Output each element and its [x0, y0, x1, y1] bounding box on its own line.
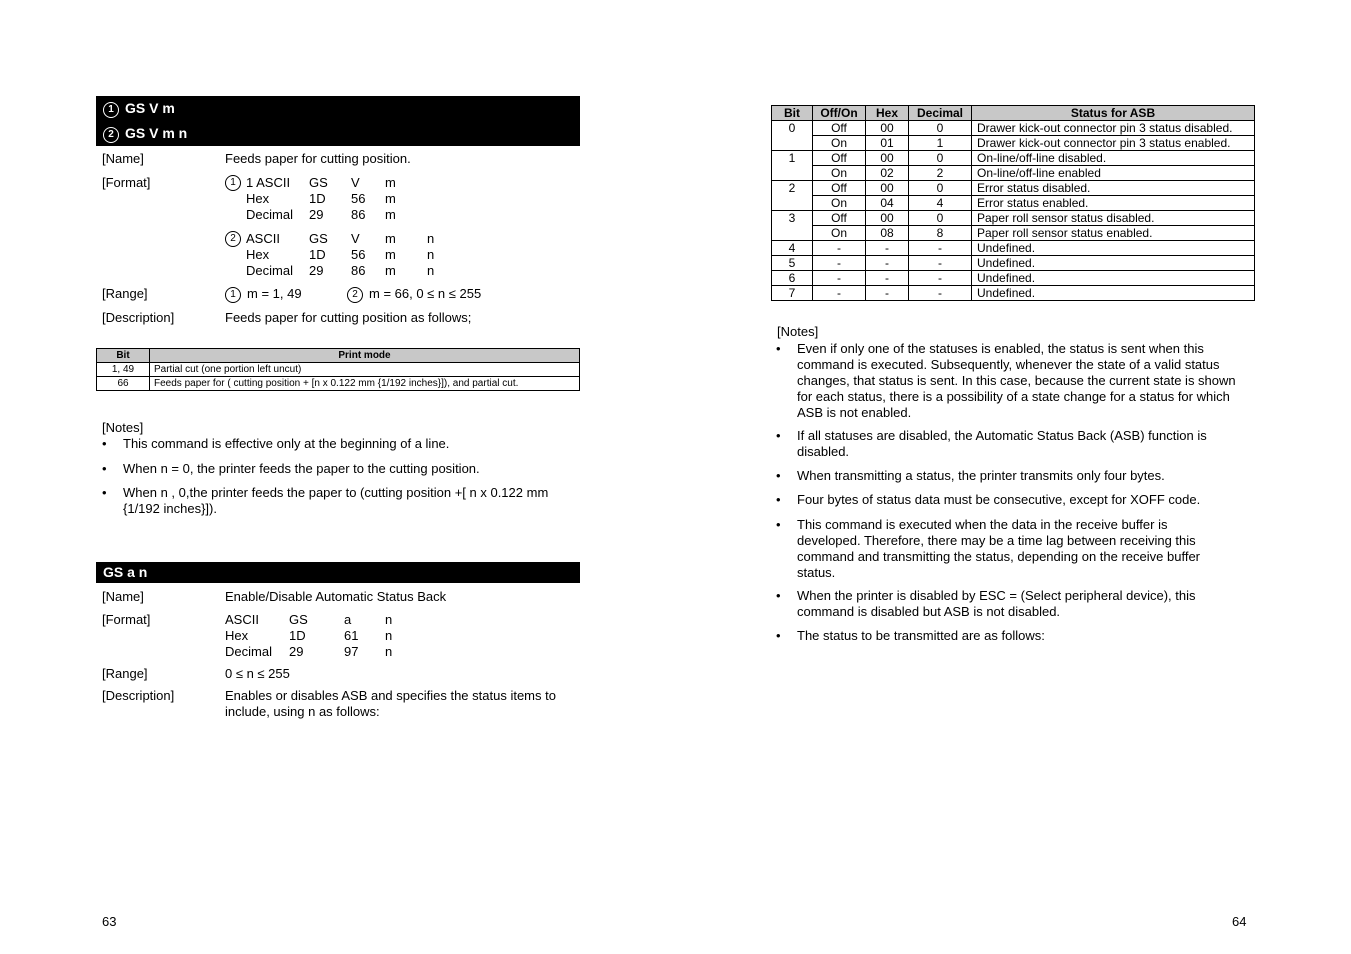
format-cell: m	[385, 175, 396, 190]
page-number-left: 63	[102, 914, 117, 929]
range-2-text: m = 66, 0 ≤ n ≤ 255	[369, 286, 482, 301]
command-header	[96, 96, 580, 146]
table-cell: 0	[909, 181, 972, 196]
page-number-right: 64	[1232, 914, 1247, 929]
table-cell: Paper roll sensor status disabled.	[972, 211, 1255, 226]
table-cell: Partial cut (one portion left uncut)	[150, 363, 580, 377]
format-cell: Hex	[246, 247, 270, 262]
note-text: If all statuses are disabled, the Automatic Status Back (ASB) function is disabled.	[797, 428, 1207, 459]
range-1-text: m = 1, 49	[247, 286, 302, 301]
table-cell: 0	[909, 121, 972, 136]
table-cell: 02	[866, 166, 909, 181]
bullet-icon: •	[776, 628, 781, 643]
range-label: [Range]	[102, 286, 148, 301]
table-header-row	[97, 349, 580, 363]
note-text: Four bytes of status data must be consecutive, except for XOFF code.	[797, 492, 1201, 507]
table-cell: 0	[909, 151, 972, 166]
format-cell: m	[385, 231, 396, 246]
header-gs-v-m	[96, 96, 580, 121]
format-cell: GS	[289, 612, 308, 627]
table-cell: Undefined.	[972, 271, 1255, 286]
table-cell: 3	[772, 211, 813, 241]
table-row	[772, 211, 1255, 226]
format-cell: m	[385, 191, 396, 206]
table-cell: 0	[772, 121, 813, 151]
table-cell: -	[909, 256, 972, 271]
table-cell: 7	[772, 286, 813, 301]
bullet-icon: •	[776, 468, 781, 483]
table-cell: Undefined.	[972, 256, 1255, 271]
format-cell: m	[385, 263, 396, 278]
table-cell: Paper roll sensor status enabled.	[972, 226, 1255, 241]
note-text: When n = 0, the printer feeds the paper to the cutting position.	[123, 461, 480, 476]
table-cell: -	[813, 286, 866, 301]
table-cell: On-line/off-line disabled.	[972, 151, 1255, 166]
table-cell: 4	[772, 241, 813, 256]
note-text: The status to be transmitted are as follows:	[797, 628, 1045, 643]
format-cell: 86	[351, 263, 366, 278]
format-cell: n	[385, 612, 393, 627]
table-row	[772, 241, 1255, 256]
format-cell: Hex	[246, 191, 270, 206]
gsan-description-label: [Description]	[102, 688, 175, 703]
header-title: GS a n	[103, 564, 148, 580]
table-cell: -	[909, 286, 972, 301]
format-cell: n	[427, 263, 435, 278]
note-text: Even if only one of the statuses is enabled, the status is sent when this command is executed. Subsequently, whenever the state of a valid status changes, that status is sent. In this case, because the current state is shown for each status, there is a possibility of a state change for a status for which ASB is not enabled.	[797, 341, 1236, 420]
table-cell: Drawer kick-out connector pin 3 status enabled.	[972, 136, 1255, 151]
gsan-name-value: Enable/Disable Automatic Status Back	[225, 589, 447, 604]
description-label: [Description]	[102, 310, 175, 325]
circled-number-icon: 2	[103, 127, 119, 143]
format-cell: 29	[309, 263, 324, 278]
format-cell: 29	[289, 644, 304, 659]
bullet-icon: •	[102, 436, 107, 451]
table-cell: -	[866, 241, 909, 256]
table-row	[772, 196, 1255, 211]
table-cell: On	[813, 196, 866, 211]
table-header-cell: Bit	[772, 106, 813, 121]
table-cell: 2	[909, 166, 972, 181]
bullet-icon: •	[776, 341, 781, 356]
table-cell: Off	[813, 211, 866, 226]
table-cell: Off	[813, 121, 866, 136]
table-cell: 1	[909, 136, 972, 151]
format-1-grid	[246, 175, 405, 223]
table-header-cell: Print mode	[150, 349, 580, 363]
header-title: GS V m	[125, 100, 175, 116]
gsan-format-label: [Format]	[102, 612, 151, 627]
bullet-icon: •	[776, 492, 781, 507]
format-cell: 56	[351, 247, 366, 262]
description-value: Feeds paper for cutting position as follows;	[225, 310, 472, 325]
table-row	[772, 286, 1255, 301]
circled-number-icon: 1	[225, 175, 241, 191]
header-title: GS V m n	[125, 125, 188, 141]
table-row	[772, 271, 1255, 286]
note-text: When n , 0,the printer feeds the paper to (cutting position +[ n x 0.122 mm {1/192 inches}]).	[123, 485, 549, 516]
format-cell: 1D	[309, 191, 326, 206]
format-label: [Format]	[102, 175, 151, 190]
gs-a-n-header	[96, 562, 580, 583]
note-text: This command is executed when the data in the receive buffer is developed. Therefore, there may be a time lag between receiving this command and transmitting the status, depending on the receive buffer status.	[797, 517, 1201, 580]
circled-number-icon: 2	[225, 231, 241, 247]
format-cell: 86	[351, 207, 366, 222]
table-row	[97, 377, 580, 391]
table-cell: 08	[866, 226, 909, 241]
table-cell: On-line/off-line enabled	[972, 166, 1255, 181]
table-cell: Error status disabled.	[972, 181, 1255, 196]
table-cell: 4	[909, 196, 972, 211]
circled-number-icon: 1	[225, 287, 241, 303]
table-cell: Drawer kick-out connector pin 3 status disabled.	[972, 121, 1255, 136]
table-row	[772, 151, 1255, 166]
format-cell: 56	[351, 191, 366, 206]
note-text: When transmitting a status, the printer transmits only four bytes.	[797, 468, 1165, 483]
format-cell: n	[427, 231, 435, 246]
format-cell: GS	[309, 175, 328, 190]
name-label: [Name]	[102, 151, 144, 166]
gsan-format-grid	[225, 612, 405, 660]
table-cell: 1	[772, 151, 813, 181]
table-cell: 00	[866, 121, 909, 136]
table-cell: -	[866, 271, 909, 286]
table-row	[772, 256, 1255, 271]
table-cell: -	[813, 241, 866, 256]
format-cell: 1D	[309, 247, 326, 262]
table-cell: -	[866, 256, 909, 271]
table-cell: 0	[909, 211, 972, 226]
table-header-cell: Bit	[97, 349, 150, 363]
table-cell: On	[813, 166, 866, 181]
table-cell: 01	[866, 136, 909, 151]
format-cell: a	[344, 612, 352, 627]
table-cell: 6	[772, 271, 813, 286]
format-cell: m	[385, 207, 396, 222]
format-cell: 61	[344, 628, 359, 643]
table-row	[97, 363, 580, 377]
format-cell: 1 ASCII	[246, 175, 291, 190]
status-table	[771, 105, 1255, 301]
gsan-range-label: [Range]	[102, 666, 148, 681]
format-cell: Decimal	[246, 207, 293, 222]
table-header-cell: Hex	[866, 106, 909, 121]
format-cell: GS	[309, 231, 328, 246]
name-value: Feeds paper for cutting position.	[225, 151, 411, 166]
range-2	[347, 286, 481, 303]
bullet-icon: •	[776, 588, 781, 603]
note-text: When the printer is disabled by ESC = (Select peripheral device), this command is disabled but ASB is not disabled.	[797, 588, 1196, 619]
format-cell: V	[351, 175, 360, 190]
table-cell: 1, 49	[97, 363, 150, 377]
range-1	[225, 286, 302, 303]
format-cell: n	[427, 247, 435, 262]
table-header-row	[772, 106, 1255, 121]
table-cell: -	[909, 241, 972, 256]
table-cell: Undefined.	[972, 241, 1255, 256]
table-row	[772, 226, 1255, 241]
table-cell: 00	[866, 151, 909, 166]
circled-number-icon: 1	[103, 102, 119, 118]
table-cell: On	[813, 136, 866, 151]
table-cell: Feeds paper for ( cutting position + [n x 0.122 mm {1/192 inches}]), and partial cut.	[150, 377, 580, 391]
table-header-cell: Status for ASB	[972, 106, 1255, 121]
table-cell: -	[909, 271, 972, 286]
table-cell: 00	[866, 181, 909, 196]
gsan-name-label: [Name]	[102, 589, 144, 604]
table-cell: 5	[772, 256, 813, 271]
gsan-range-value: 0 ≤ n ≤ 255	[225, 666, 290, 681]
notes-label: [Notes]	[777, 324, 819, 339]
table-cell: Off	[813, 151, 866, 166]
table-cell: Undefined.	[972, 286, 1255, 301]
bullet-icon: •	[102, 461, 107, 476]
notes-label: [Notes]	[102, 420, 144, 435]
format-cell: ASCII	[246, 231, 280, 246]
table-cell: -	[813, 256, 866, 271]
format-cell: Hex	[225, 628, 249, 643]
table-cell: 04	[866, 196, 909, 211]
format-cell: 29	[309, 207, 324, 222]
format-cell: m	[385, 247, 396, 262]
note-text: This command is effective only at the beginning of a line.	[123, 436, 450, 451]
format-cell: Decimal	[225, 644, 272, 659]
table-cell: On	[813, 226, 866, 241]
print-mode-table	[96, 348, 580, 391]
table-row	[772, 181, 1255, 196]
table-cell: Error status enabled.	[972, 196, 1255, 211]
table-cell: -	[866, 286, 909, 301]
table-cell: -	[813, 271, 866, 286]
format-cell: 97	[344, 644, 359, 659]
table-cell: 8	[909, 226, 972, 241]
format-cell: ASCII	[225, 612, 259, 627]
table-cell: Off	[813, 181, 866, 196]
format-cell: n	[385, 644, 393, 659]
format-2-grid	[246, 231, 447, 279]
table-header-cell: Off/On	[813, 106, 866, 121]
bullet-icon: •	[776, 428, 781, 443]
format-cell: V	[351, 231, 360, 246]
table-cell: 2	[772, 181, 813, 211]
format-cell: 1D	[289, 628, 306, 643]
table-cell: 66	[97, 377, 150, 391]
gsan-description-value: Enables or disables ASB and specifies the status items to include, using n as follows:	[225, 688, 556, 719]
circled-number-icon: 2	[347, 287, 363, 303]
table-row	[772, 136, 1255, 151]
table-row	[772, 121, 1255, 136]
bullet-icon: •	[776, 517, 781, 532]
format-cell: Decimal	[246, 263, 293, 278]
table-cell: 00	[866, 211, 909, 226]
header-gs-v-m-n	[96, 121, 580, 146]
format-cell: n	[385, 628, 393, 643]
table-header-cell: Decimal	[909, 106, 972, 121]
table-row	[772, 166, 1255, 181]
bullet-icon: •	[102, 485, 107, 500]
